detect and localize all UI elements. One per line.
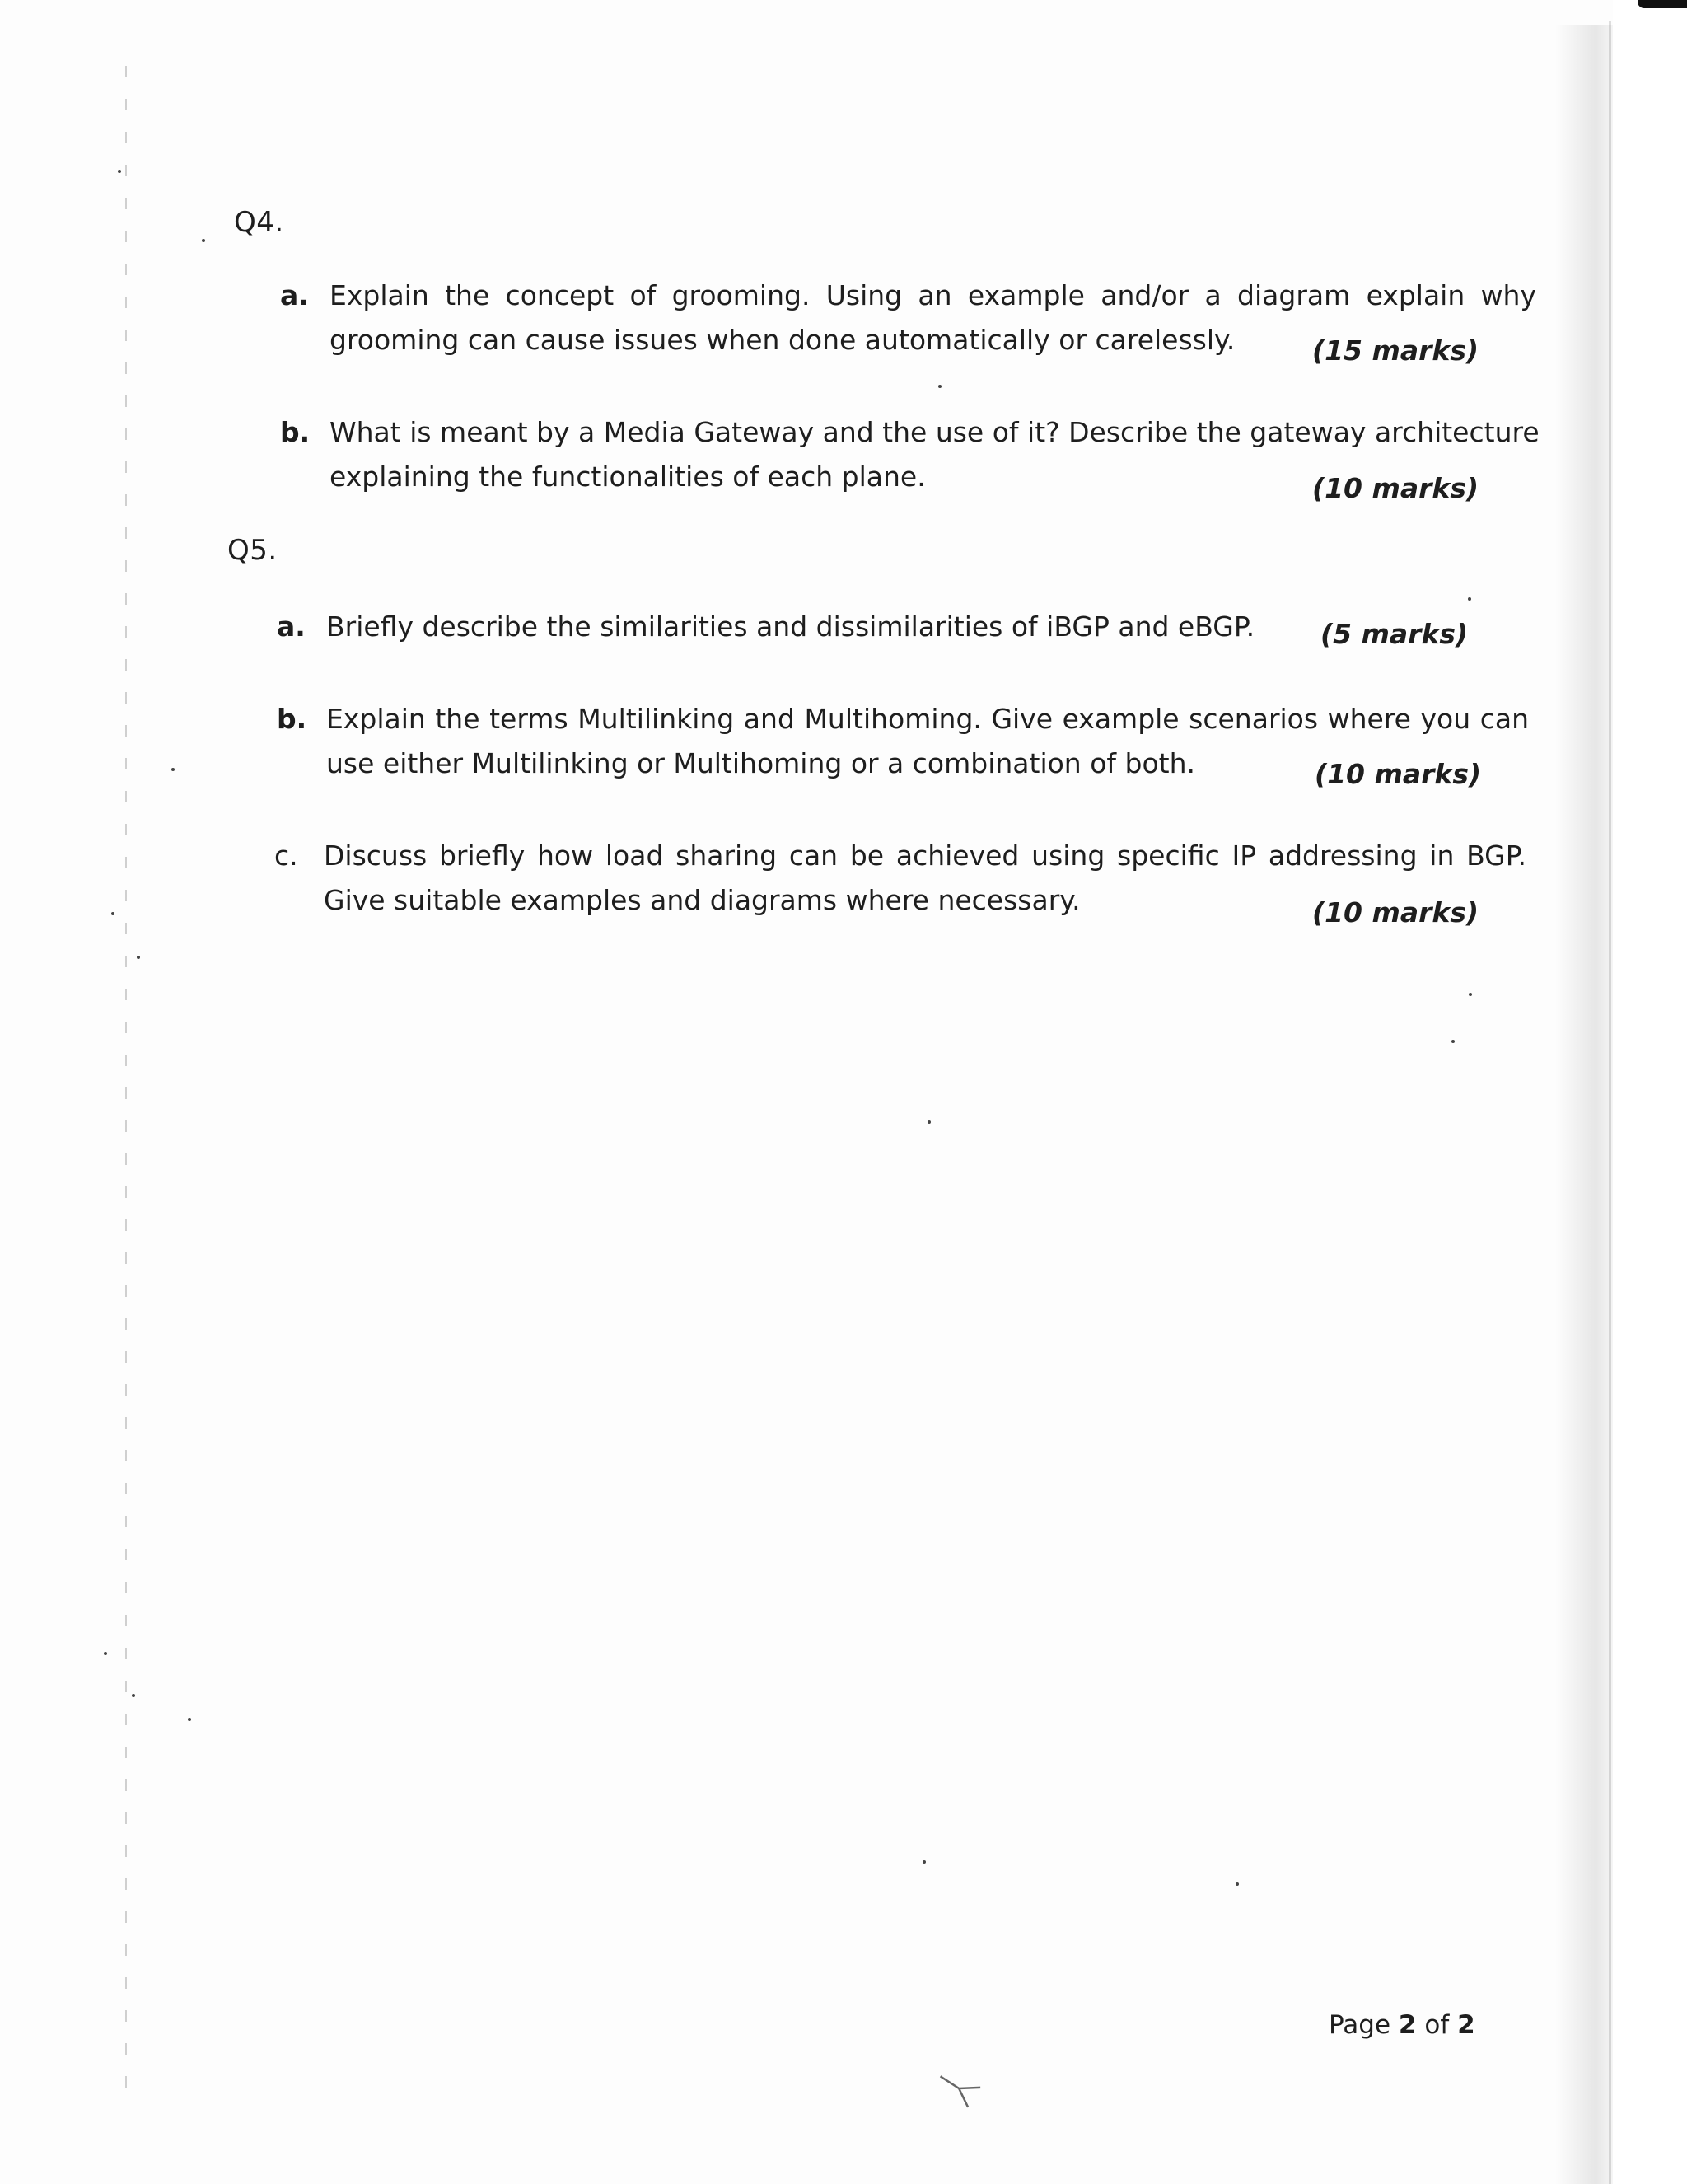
scan-speck [111,912,114,915]
question-label-q4: Q4. [234,206,284,239]
part-text-line: explaining the functionalities of each plane. [329,461,926,493]
scan-speck [188,1718,191,1721]
part-text-line: Explain the concept of grooming. Using an example and/or a diagram explain why [329,279,1536,311]
part-text-line: Discuss briefly how load sharing can be achieved using specific IP addressing in BGP. [324,839,1526,872]
marks-label: (5 marks) [1320,618,1469,650]
binder-hole-trace [125,66,127,2109]
marks-label: (10 marks) [1312,896,1479,928]
pencil-tick-mark [932,2053,1000,2125]
part-letter: c. [274,839,298,872]
question-q4-part-a [280,274,1536,381]
question-q5-part-c [274,834,1526,941]
scan-speck [1236,1882,1239,1886]
question-q5-part-b [277,697,1529,804]
scan-speck [132,1694,135,1697]
scan-margin [1613,0,1687,2184]
part-text-line: What is meant by a Media Gateway and the use of it? Describe the gateway architecture [329,416,1540,448]
page-word: Page [1329,2010,1391,2040]
question-label-q5: Q5. [227,534,278,567]
part-letter: b. [280,416,311,448]
scan-corner-mark [1638,0,1687,8]
tick-mark-icon [932,2053,994,2117]
part-text-line: Give suitable examples and diagrams where necessary. [324,884,1081,916]
part-text-line: use either Multilinking or Multihoming or a combination of both. [326,747,1195,779]
page-number [1329,2010,1475,2040]
of-word: of [1424,2010,1450,2040]
question-q5-part-a [277,605,1488,662]
scan-speck [923,1860,926,1864]
scan-speck [137,956,140,959]
marks-label: (15 marks) [1312,334,1479,367]
scan-speck [171,768,175,771]
part-text-line: Briefly describe the similarities and dissimilarities of iBGP and eBGP. [326,610,1255,643]
scan-speck [938,385,942,388]
scan-speck [104,1652,107,1655]
scan-speck [1469,993,1472,996]
paper-edge [1609,21,1611,2184]
part-text-line: grooming can cause issues when done automatically or carelessly. [329,324,1236,356]
scan-speck [928,1120,931,1124]
paper-edge-shadow [1555,25,1613,2184]
scan-speck [118,170,121,173]
marks-label: (10 marks) [1312,472,1479,504]
total-pages: 2 [1457,2010,1475,2040]
part-letter: a. [280,279,309,311]
part-letter: a. [277,610,306,643]
current-page: 2 [1398,2010,1417,2040]
scan-speck [1468,597,1471,601]
part-text-line: Explain the terms Multilinking and Multihoming. Give example scenarios where you can [326,703,1529,735]
scan-speck [1451,1040,1455,1043]
part-letter: b. [277,703,307,735]
scan-speck [202,239,205,242]
marks-label: (10 marks) [1315,758,1482,790]
question-q4-part-b [280,410,1540,517]
